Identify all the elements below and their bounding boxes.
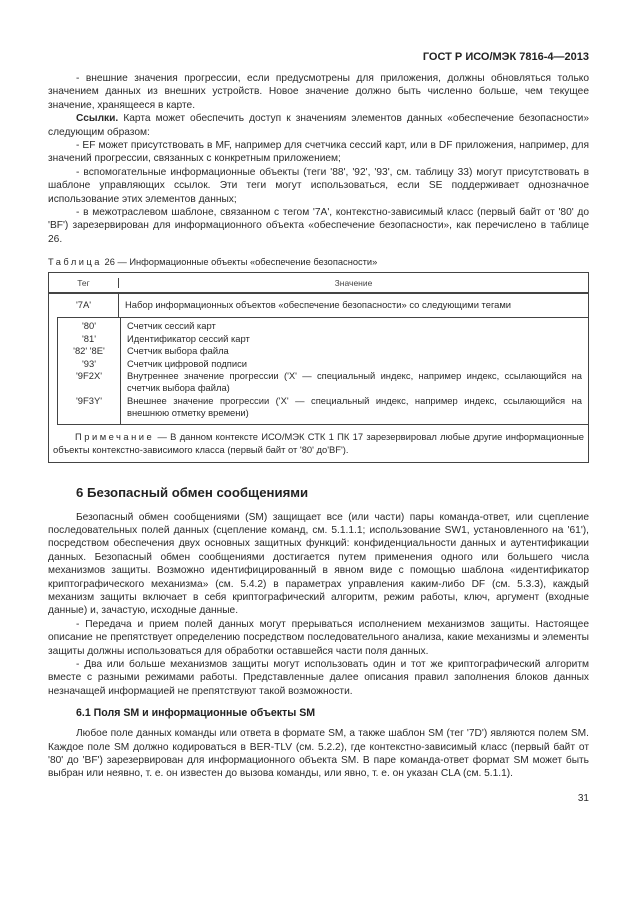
caption-text: 26 — Информационные объекты «обеспечение безопасности» (101, 257, 378, 268)
table-caption (48, 256, 589, 268)
column-header: Значение (334, 277, 373, 288)
tag: '81' (81, 332, 96, 344)
value: Внутреннее значение прогрессии ('X' — специальный индекс, например индекс, ссылающийся на счетчик выбора файла) (127, 369, 582, 394)
tag-column (58, 318, 120, 423)
value: Счетчик сессий карт (127, 320, 216, 332)
tag: '93' (81, 357, 96, 369)
paragraph: Любое поле данных команды или ответа в формате SM, а также шаблон SM (тег '7D') являются полем SM. Каждое поле SM должно кодироваться в BER-TLV (см. 5.2.2), где контекстно-зависимый класс (первый байт от '80' до 'BF') зарезервирован для информационного объекта SM. В паре команда-ответ формат SM может быть выбран или неявно, т. е. он известен до вызова команды, или явно, т. е. он указан CLA (см. 5.1.1). (48, 728, 589, 780)
nested-tags-box (57, 317, 588, 424)
tag: '80' (81, 320, 96, 332)
tag-cell: '7A' (49, 294, 119, 317)
value: Счетчик цифровой подписи (127, 357, 248, 369)
paragraph-text: Карта может обеспечить доступ к значениям элементов данных «обеспечение безопасности» следующим образом: (48, 113, 589, 138)
paragraph: - Два или больше механизмов защиты могут использовать один и тот же криптографический алгоритм вместе с разными режимами работы. Представленные далее описания правил заполнения блоков данных незначащей информацией не препятствуют такой возможности. (48, 659, 589, 697)
paragraph: - внешние значения прогрессии, если предусмотрены для приложения, должны обновляться только значением данных из внешних устройств. Новое значение должно быть численно больше, чем текущее значение, хранящееся в карте. (48, 73, 589, 111)
caption-label: Таблица (48, 257, 102, 268)
tag: '9F3Y' (76, 394, 102, 406)
bold-lead: Ссылки. (76, 113, 119, 125)
note-label: Примечание (75, 430, 155, 442)
paragraph: - в межотраслевом шаблоне, связанном с тегом '7A', контекстно-зависимый класс (первый байт от '80' до 'BF') зарезервирован для информационного объекта «обеспечение безопасности», как перечислено в таблице 26. (48, 207, 589, 245)
section-6-1-text (48, 727, 589, 781)
value: Счетчик выбора файла (127, 345, 229, 357)
tag: '82' '8E' (73, 345, 105, 357)
page-number: 31 (577, 792, 589, 804)
table-row (49, 294, 588, 317)
table (48, 272, 589, 462)
paragraph: - Передача и прием полей данных могут прерываться исполнением механизмов защиты. Настоящее описание не препятствует определению посредством последовательного анализа, какие механизмы и элементы защиты должны использоваться для обработки оставшейся части поля данных. (48, 618, 589, 657)
section-heading: 6 Безопасный обмен сообщениями (76, 484, 309, 500)
paragraph (48, 112, 589, 139)
tag: '9F2X' (76, 369, 102, 381)
paragraph: Безопасный обмен сообщениями (SM) защищает все (или части) пары команда-ответ, или сцепление последовательных полей данных (сцепление команд, см. 5.1.1.1; использование SW1, установленного на '61'), посредством обеспечения двух основных защитных функций: конфиденциальности данных и аутентификации данных. Безопасный обмен сообщениями достигается путем применения одного или большего числа механизмов защиты. Возможно идентифицированный в явном виде с помощью шаблона «идентификатор криптографического механизма» (см. 5.4.2) в параметрах управления каким-либо DF (см. 5.3.3), каждый механизм защиты включает в себя криптографический алгоритм, режим работы, ключ, аргумент (входные данные) и, зачастую, исходные данные. (48, 511, 589, 617)
value-cell: Набор информационных объектов «обеспечение безопасности» со следующими тегами (125, 299, 512, 311)
subsection-heading: 6.1 Поля SM и информационные объекты SM (76, 707, 316, 720)
table-header-row (49, 273, 588, 294)
value: Идентификатор сессий карт (127, 332, 250, 344)
note-text: — В данном контексте ИСО/МЭК СТК 1 ПК 17 зарезервировал любые другие информационные объекты контекстно-зависимого класса (первый байт от '80' до'BF'). (53, 430, 584, 455)
section-6-text (48, 511, 589, 699)
column-header: Тег (49, 278, 119, 288)
intro-text (48, 72, 589, 246)
paragraph: - вспомогательные информационные объекты (теги '88', '92', '93', см. таблицу 33) могут присутствовать в шаблоне управляющих ссылок. Эти теги могут использоваться, если SE поддерживает однозначное использование этих элементов данных; (48, 166, 589, 205)
value-column (120, 318, 588, 423)
value: Внешнее значение прогрессии ('X' — специальный индекс, например индекс, ссылающийся на внешнюю отметку времени) (127, 394, 582, 419)
document-header: ГОСТ Р ИСО/МЭК 7816-4—2013 (422, 51, 589, 63)
paragraph: - EF может присутствовать в MF, например для счетчика сессий карт, или в DF приложения, например, для значений прогрессии, связанных с конкретным приложением; (48, 140, 589, 165)
table-note (49, 425, 588, 462)
